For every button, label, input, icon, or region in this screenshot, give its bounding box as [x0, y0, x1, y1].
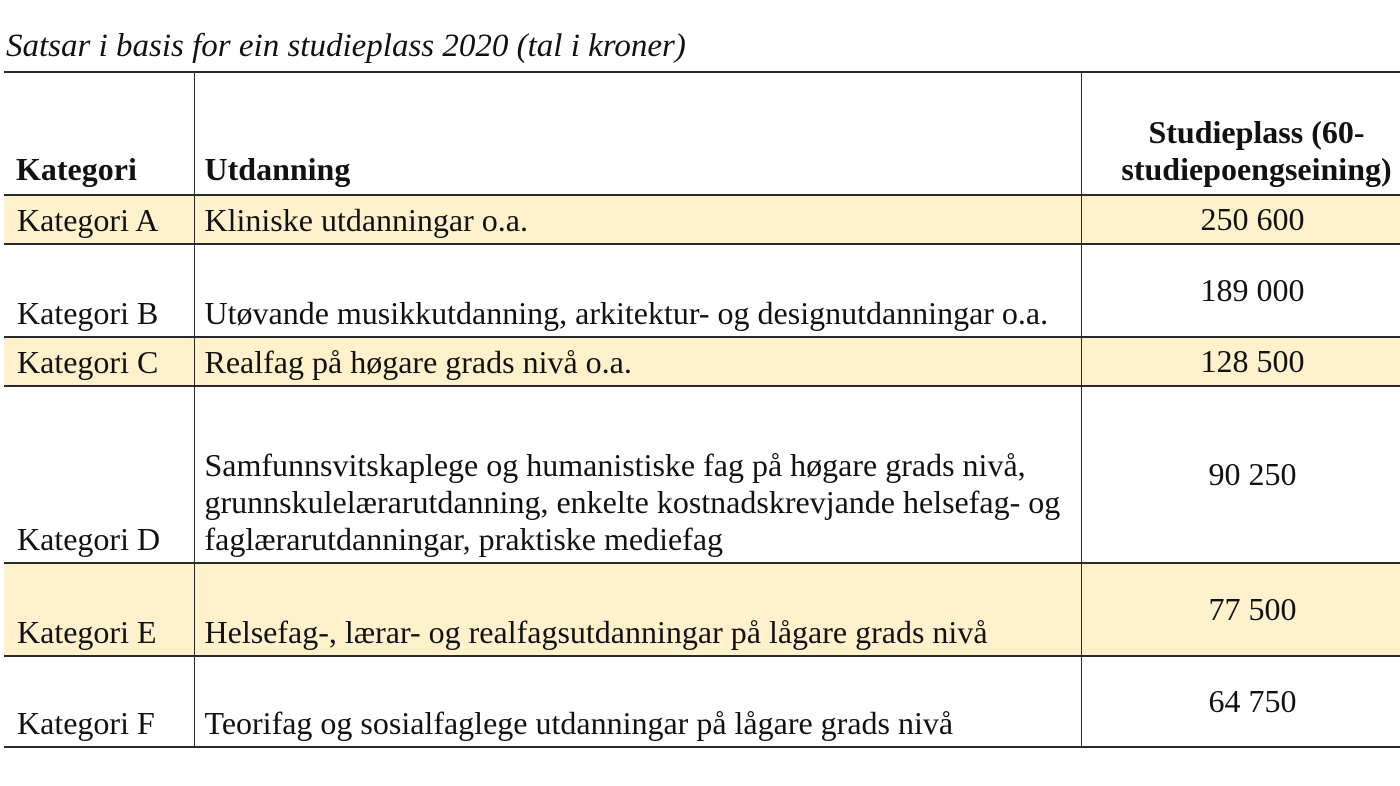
table-row — [4, 563, 1400, 656]
header-rate-line1: Studieplass (60- — [1148, 114, 1365, 150]
table-row — [4, 337, 1400, 386]
table-row — [4, 195, 1400, 244]
table-row — [4, 386, 1400, 563]
education-cell: Utøvande musikkutdanning, arkitektur- og designutdanningar o.a. — [194, 244, 1081, 337]
category-cell: Kategori B — [4, 244, 194, 337]
rate-cell: 250 600 — [1081, 195, 1400, 244]
category-cell: Kategori E — [4, 563, 194, 656]
rate-cell: 77 500 — [1081, 563, 1400, 656]
table-header-row — [4, 72, 1400, 195]
education-cell: Samfunnsvitskaplege og humanistiske fag på høgare grads nivå, grunnskulelærarutdanning, enkelte kostnadskrevjande helsefag- og faglærarutdanningar, praktiske mediefag — [194, 386, 1081, 563]
header-education: Utdanning — [194, 72, 1081, 195]
rate-cell: 90 250 — [1081, 386, 1400, 563]
education-cell: Teorifag og sosialfaglege utdanningar på lågare grads nivå — [194, 656, 1081, 747]
rate-cell: 64 750 — [1081, 656, 1400, 747]
header-rate — [1081, 72, 1400, 195]
table-row — [4, 656, 1400, 747]
category-cell: Kategori D — [4, 386, 194, 563]
education-cell: Realfag på høgare grads nivå o.a. — [194, 337, 1081, 386]
category-cell: Kategori A — [4, 195, 194, 244]
category-cell: Kategori C — [4, 337, 194, 386]
education-cell: Helsefag-, lærar- og realfagsutdanningar på lågare grads nivå — [194, 563, 1081, 656]
header-rate-line2: studiepoengseining) — [1121, 151, 1392, 187]
education-cell: Kliniske utdanningar o.a. — [194, 195, 1081, 244]
rate-cell: 128 500 — [1081, 337, 1400, 386]
category-cell: Kategori F — [4, 656, 194, 747]
table-caption: Satsar i basis for ein studieplass 2020 (tal i kroner) — [6, 28, 686, 64]
rate-cell: 189 000 — [1081, 244, 1400, 337]
rates-table — [4, 71, 1400, 748]
header-category: Kategori — [4, 72, 194, 195]
table-row — [4, 244, 1400, 337]
